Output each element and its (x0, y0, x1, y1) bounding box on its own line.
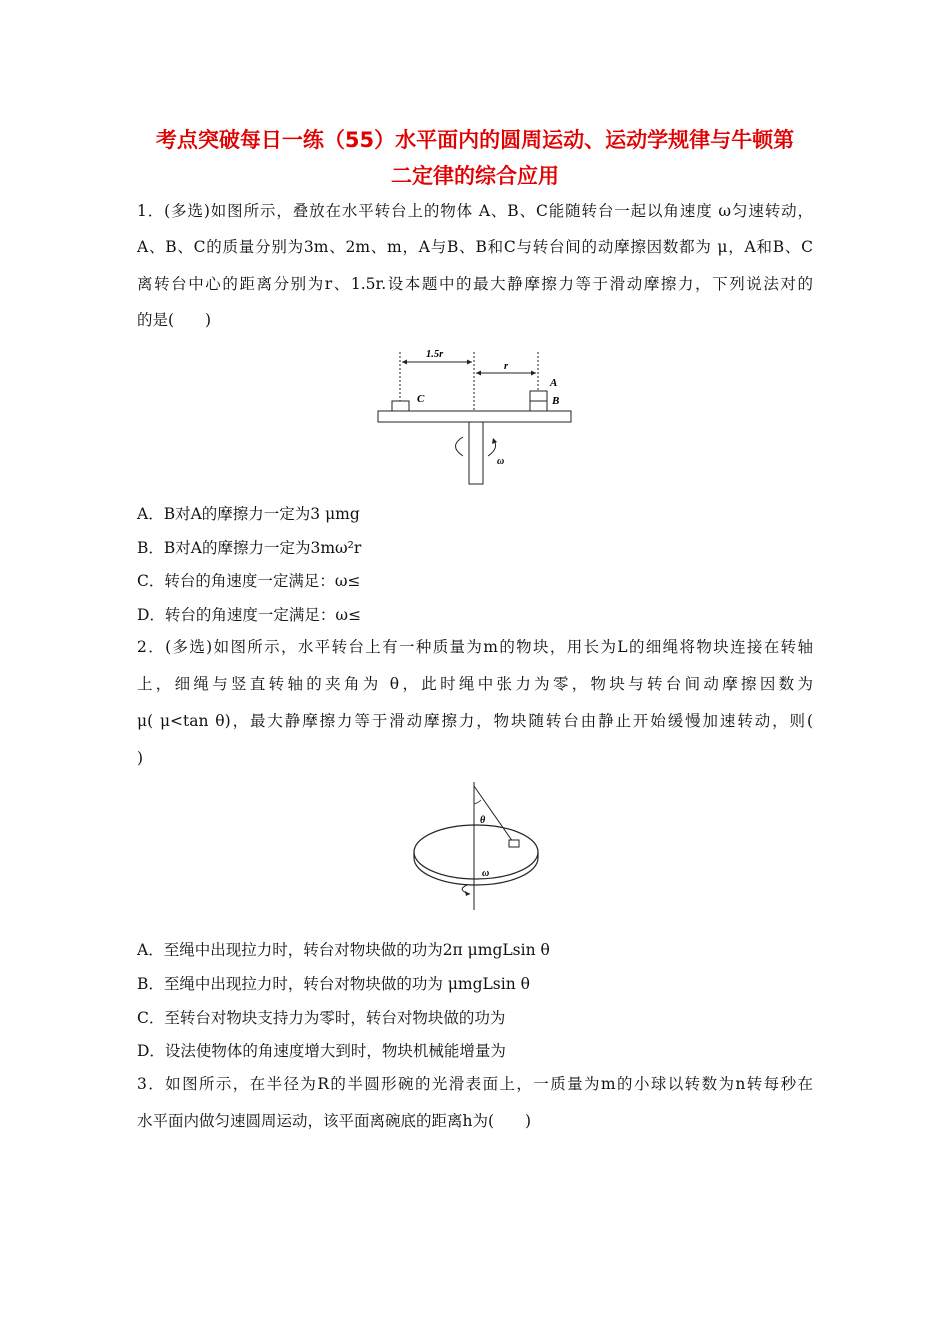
question-3-line-1: 3．如图所示，在半径为R的半圆形碗的光滑表面上，一质量为m的小球以转数为n转每秒在 (137, 1075, 813, 1093)
turntable-figure-1 (370, 342, 580, 488)
question-2-option-c: C．至转台对物块支持力为零时，转台对物块做的功为 (137, 1009, 506, 1027)
question-1-line-1: 1．(多选)如图所示，叠放在水平转台上的物体 A、B、C能随转台一起以角速度 ω匀速转动， (137, 202, 813, 220)
question-1-option-a: A．B对A的摩擦力一定为3 μmg (137, 505, 360, 523)
turntable-plate (378, 411, 571, 422)
question-2-line-3: μ( μ<tan θ)，最大静摩擦力等于滑动摩擦力，物块随转台由静止开始缓慢加速转动，则( (137, 712, 813, 730)
label-a: A (550, 377, 558, 389)
question-3-line-2: 水平面内做匀速圆周运动，该平面离碗底的距离h为( ) (137, 1112, 532, 1130)
question-2-option-a: A．至绳中出现拉力时，转台对物块做的功为2π μmgLsin θ (137, 941, 550, 959)
question-1-option-b: B．B对A的摩擦力一定为3mω²r (137, 539, 362, 557)
turntable-figure-2 (408, 780, 544, 912)
block-c (392, 401, 409, 411)
question-1-option-d: D．转台的角速度一定满足：ω≤ (137, 606, 362, 624)
block-a (530, 391, 547, 401)
question-2-line-4: ) (137, 749, 144, 767)
small-block (509, 840, 519, 847)
rotation-shaft (469, 422, 483, 484)
theta-label: θ (480, 815, 486, 826)
omega-label: ω (497, 456, 505, 467)
turntable-top (414, 825, 538, 879)
question-1-line-2: A、B、C的质量分别为3m、2m、m，A与B、B和C与转台间的动摩擦因数都为 μ，A和B、C (137, 238, 813, 256)
question-2-option-d: D．设法使物体的角速度增大到时，物块机械能增量为 (137, 1042, 506, 1060)
distance-label-left: 1.5r (426, 349, 444, 360)
distance-label-right: r (504, 361, 509, 372)
question-1-line-3: 离转台中心的距离分别为r、1.5r.设本题中的最大静摩擦力等于滑动摩擦力，下列说法对的 (137, 275, 813, 293)
question-2-line-1: 2．(多选)如图所示，水平转台上有一种质量为m的物块，用长为L的细绳将物块连接在转轴 (137, 638, 813, 656)
block-b (530, 401, 547, 411)
title-line-1: 考点突破每日一练（55）水平面内的圆周运动、运动学规律与牛顿第 (155, 128, 795, 152)
label-c: C (417, 393, 425, 405)
omega-label: ω (482, 868, 490, 879)
question-1-line-4: 的是( ) (137, 311, 212, 329)
question-1-option-c: C．转台的角速度一定满足：ω≤ (137, 572, 361, 590)
title-line-2: 二定律的综合应用 (391, 164, 559, 188)
question-2-line-2: 上，细绳与竖直转轴的夹角为 θ，此时绳中张力为零，物块与转台间动摩擦因数为 (137, 675, 813, 693)
label-b: B (552, 395, 560, 407)
question-2-option-b: B．至绳中出现拉力时，转台对物块做的功为 μmgLsin θ (137, 975, 530, 993)
